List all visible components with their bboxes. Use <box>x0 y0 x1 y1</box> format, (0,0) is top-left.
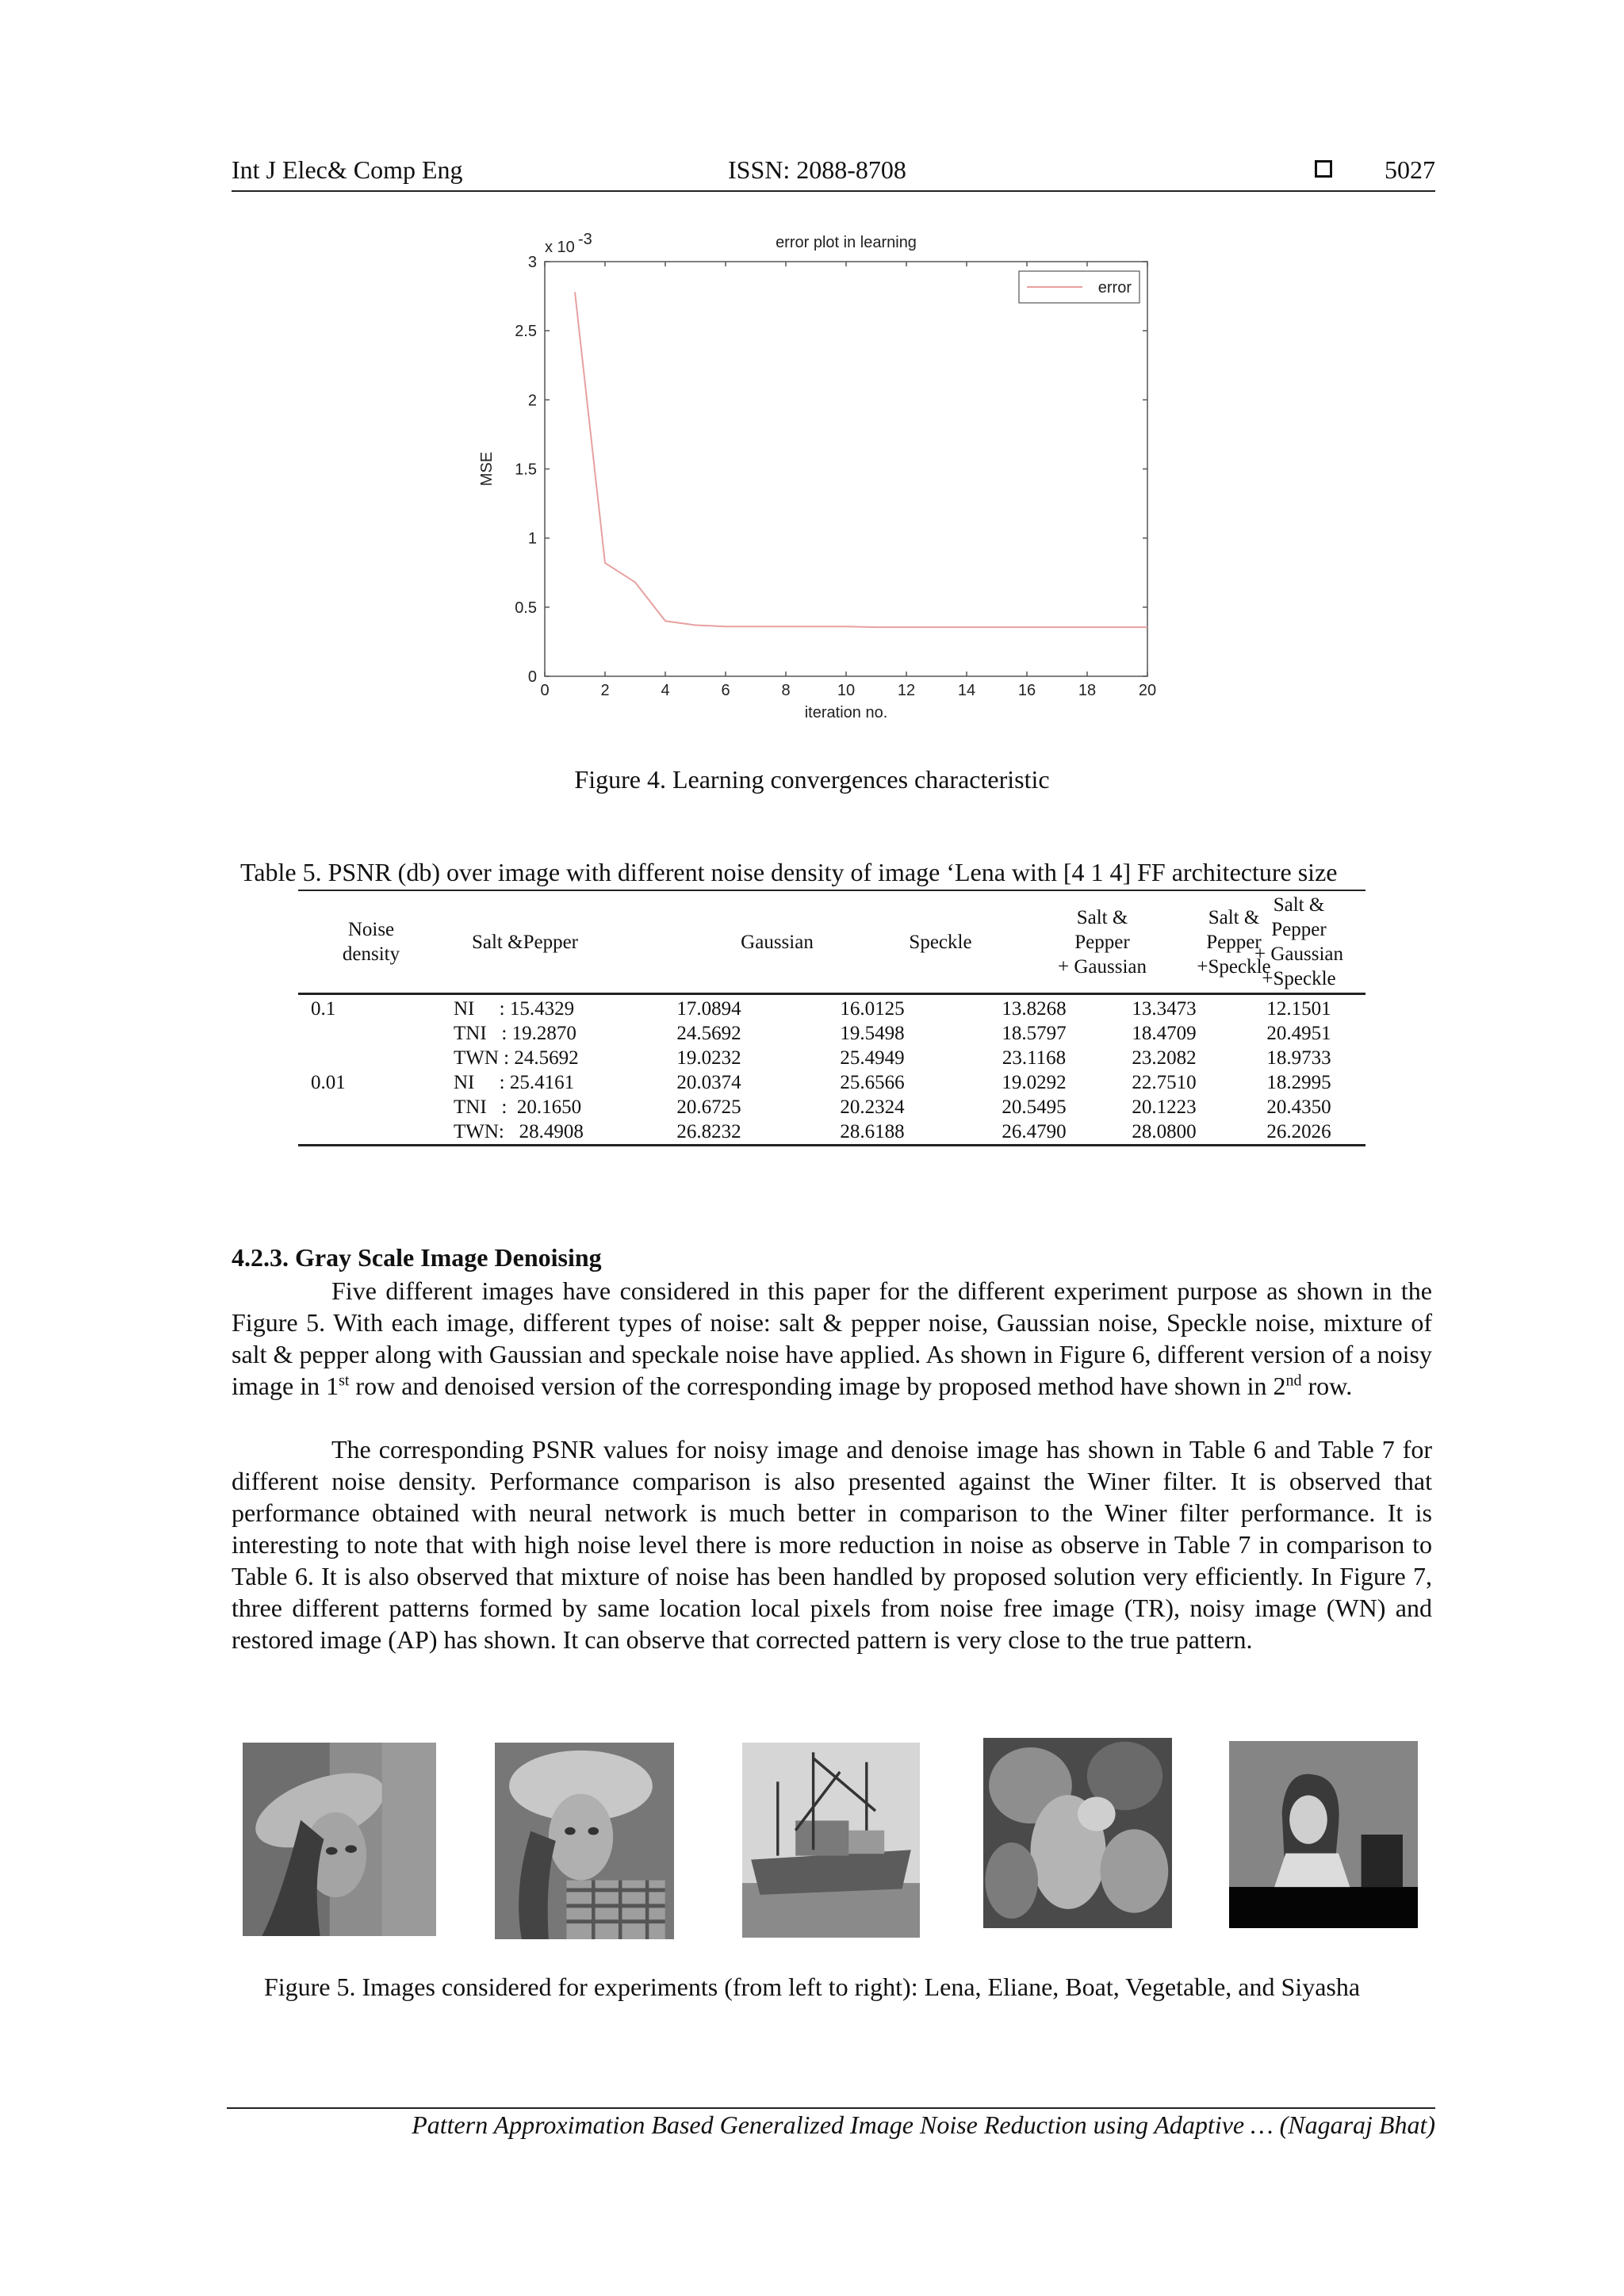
journal-name: Int J Elec& Comp Eng <box>232 155 463 184</box>
x-tick-label: 10 <box>837 682 856 699</box>
x-tick-label: 2 <box>600 682 610 699</box>
table-row <box>298 1095 1365 1119</box>
table-cell: 20.1223 <box>1132 1096 1197 1118</box>
paragraph-1 <box>232 1275 1432 1402</box>
paragraph-1-a: Five different images have considered in this paper for the different experiment purpose as shown in the Figure 5. With each image, different types of noise: salt & pepper noise, Gaussian noise, Speckle noise, mixture of salt & pepper along with Gaussian and speckale noise have applied. As shown in Figure 6, different version of a noisy image in 1 <box>232 1276 1432 1400</box>
image-eliane <box>495 1743 674 1939</box>
table-cell: 25.4949 <box>840 1047 905 1069</box>
table5 <box>298 890 1365 1146</box>
table-header-cell: Noise density <box>342 919 400 965</box>
y-multiplier-exponent: -3 <box>578 231 592 248</box>
table-cell: 20.5495 <box>1002 1096 1067 1118</box>
table-row <box>298 1119 1365 1144</box>
table-cell: 0.1 <box>311 998 336 1020</box>
table-cell: 16.0125 <box>840 998 905 1020</box>
table-row <box>298 1046 1365 1070</box>
table-cell: 18.4709 <box>1132 1023 1197 1044</box>
running-footer: Pattern Approximation Based Generalized Image Noise Reduction using Adaptive … (Nagaraj Bhat) <box>412 2110 1435 2139</box>
x-tick-label: 20 <box>1138 682 1157 699</box>
square-icon <box>1315 160 1332 178</box>
x-tick-label: 4 <box>661 682 670 699</box>
table-body <box>298 995 1365 1144</box>
image-lena <box>243 1743 436 1936</box>
table-cell: 26.8232 <box>676 1121 741 1142</box>
x-tick-label: 8 <box>781 682 791 699</box>
paragraph-2: The corresponding PSNR values for noisy image and denoise image has shown in Table 6 and Table 7 for different noise density. Performance comparison is also presented against the Winer filter. It is observed that performance obtained with neural network is much better in comparison to the Winer filter performance. It is interesting to note that with high noise level there is more reduction in noise as observe in Table 7 in comparison to Table 6. It is also observed that mixture of noise has been handled by proposed solution very efficiently. In Figure 7, three different patterns formed by same location local pixels from noise free image (TR), noisy image (WN) and restored image (AP) has shown. It can observe that corrected pattern is very close to the true pattern. <box>232 1435 1432 1654</box>
table-cell: 19.0232 <box>676 1047 741 1069</box>
series-line-error <box>575 292 1147 627</box>
table-cell: 13.8268 <box>1002 998 1067 1020</box>
figure5-caption: Figure 5. Images considered for experiments (from left to right): Lena, Eliane, Boat, Vegetable, and Siyasha <box>263 1973 1361 2001</box>
table-cell: TNI : 20.1650 <box>454 1096 582 1118</box>
table-cell: 26.2026 <box>1266 1121 1331 1142</box>
table-cell: 19.0292 <box>1002 1072 1067 1093</box>
superscript-st: st <box>339 1372 350 1390</box>
section-heading: 4.2.3. Gray Scale Image Denoising <box>232 1243 602 1272</box>
x-tick-label: 12 <box>897 682 916 699</box>
table-header-cell: Salt & Pepper + Gaussian +Speckle <box>1254 894 1343 989</box>
y-tick-label: 1.5 <box>515 461 537 479</box>
x-axis-label: iteration no. <box>804 704 888 721</box>
page-number: 5027 <box>1385 155 1435 184</box>
y-tick-label: 2 <box>527 392 537 410</box>
x-tick-label: 6 <box>721 682 730 699</box>
x-tick-label: 14 <box>957 682 976 699</box>
table-row <box>298 1021 1365 1046</box>
image-boat <box>742 1743 920 1938</box>
y-axis-label: MSE <box>478 451 496 487</box>
table-cell: 20.2324 <box>840 1096 905 1118</box>
y-tick-label: 3 <box>527 254 537 271</box>
table-cell: 18.9733 <box>1266 1047 1331 1069</box>
table-cell: 12.1501 <box>1266 998 1331 1020</box>
footer-rule <box>227 2107 1435 2109</box>
table-cell: NI : 15.4329 <box>454 998 575 1020</box>
table-cell: 26.4790 <box>1002 1121 1067 1142</box>
table-cell: 17.0894 <box>676 998 741 1020</box>
image-siyasha <box>1229 1741 1418 1928</box>
table-cell: 23.1168 <box>1002 1047 1067 1069</box>
paragraph-1-c: row. <box>1301 1372 1353 1400</box>
table-cell: 20.0374 <box>676 1072 741 1093</box>
table-cell: 23.2082 <box>1132 1047 1197 1069</box>
table-header-cell: Salt & Pepper + Gaussian <box>1058 906 1147 978</box>
x-tick-label: 0 <box>540 682 550 699</box>
error-plot-chart <box>468 222 1182 729</box>
table-cell: NI : 25.4161 <box>454 1072 575 1093</box>
table-cell: 28.6188 <box>840 1121 905 1142</box>
table-cell: TWN : 24.5692 <box>454 1047 579 1069</box>
paragraph-1-b: row and denoised version of the corresponding image by proposed method have shown in 2 <box>349 1372 1286 1400</box>
y-tick-label: 0.5 <box>515 599 537 617</box>
legend-label: error <box>1097 279 1132 297</box>
table-cell: 18.2995 <box>1266 1072 1331 1093</box>
superscript-nd: nd <box>1285 1372 1302 1390</box>
chart-title: error plot in learning <box>776 234 917 251</box>
table-cell: 20.6725 <box>676 1096 741 1118</box>
table-row <box>298 1070 1365 1095</box>
table-cell: 20.4951 <box>1266 1023 1331 1044</box>
table-cell: 22.7510 <box>1132 1072 1197 1093</box>
table-cell: 13.3473 <box>1132 998 1197 1020</box>
table-cell: 18.5797 <box>1002 1023 1067 1044</box>
y-tick-label: 0 <box>527 668 537 686</box>
y-tick-label: 1 <box>527 530 537 548</box>
running-header <box>232 155 1435 192</box>
x-tick-label: 16 <box>1017 682 1036 699</box>
table-header <box>298 891 1365 995</box>
table-cell: 28.0800 <box>1132 1121 1197 1142</box>
table-cell: TWN: 28.4908 <box>454 1121 584 1142</box>
table-cell: 19.5498 <box>840 1023 905 1044</box>
table-header-cell: Salt &Pepper <box>471 931 578 953</box>
y-tick-label: 2.5 <box>515 323 537 341</box>
table-header-cell: Salt & Pepper +Speckle <box>1197 906 1271 978</box>
figure4-caption: Figure 4. Learning convergences characteristic <box>574 765 1050 794</box>
issn: ISSN: 2088-8708 <box>728 155 906 184</box>
table-header-cell: Gaussian <box>741 931 814 953</box>
table-cell: 20.4350 <box>1266 1096 1331 1118</box>
table-cell: 25.6566 <box>840 1072 905 1093</box>
table-cell: 0.01 <box>311 1072 346 1093</box>
table5-title: Table 5. PSNR (db) over image with different noise density of image ‘Lena with [4 1 4] FF architecture size <box>240 858 1338 886</box>
y-multiplier: x 10 <box>545 239 575 256</box>
image-vegetable <box>983 1738 1172 1928</box>
table-row <box>298 997 1365 1021</box>
table-cell: TNI : 19.2870 <box>454 1023 576 1044</box>
plot-frame <box>545 262 1147 676</box>
table-cell: 24.5692 <box>676 1023 741 1044</box>
x-tick-label: 18 <box>1078 682 1097 699</box>
table-header-cell: Speckle <box>909 931 972 953</box>
